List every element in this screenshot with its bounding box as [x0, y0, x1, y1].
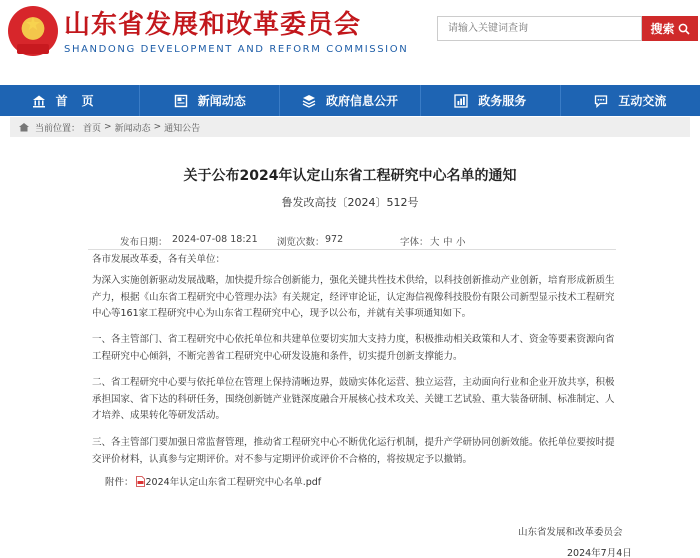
document-number: 鲁发改高技〔2024〕512号: [281, 196, 419, 209]
views-label: 浏览次数：: [277, 237, 325, 248]
nav-item-label: 首页: [55, 94, 108, 108]
home-location-icon: [18, 122, 30, 132]
star-icon: ★: [24, 14, 42, 35]
info-open-icon: [302, 94, 316, 108]
attachment-link[interactable]: 2024年认定山东省工程研究中心名单.pdf: [145, 477, 322, 488]
breadcrumb-separator: >: [153, 122, 162, 132]
font-size-small-button[interactable]: 小: [456, 237, 466, 248]
issuing-authority: 山东省发展和改革委员会: [518, 527, 623, 538]
divider: [88, 249, 616, 250]
service-chart-icon: [454, 94, 468, 108]
nav-item-interaction[interactable]: [561, 85, 700, 116]
salutation: 各市发展改革委，各有关单位：: [92, 254, 226, 265]
body-paragraph: 一、各主管部门、省工程研究中心依托单位和共建单位要切实加大支持力度，积极推动相关政策和人才、资金等要素资源向省工程研究中心倾斜，不断完善省工程研究中心研发设施和条件，切实提升创新支撑能力。: [92, 334, 615, 362]
search-icon: [678, 23, 690, 35]
article-title: 关于公布2024年认定山东省工程研究中心名单的通知: [183, 168, 517, 184]
breadcrumb-link-home[interactable]: 首页: [83, 123, 102, 134]
publish-date-label: 发布日期：: [120, 237, 168, 248]
nav-item-home[interactable]: [0, 85, 140, 116]
breadcrumb-link-notices[interactable]: 通知公告: [164, 123, 201, 134]
search-button-label: 搜索: [650, 22, 675, 36]
search-input[interactable]: [437, 16, 642, 41]
nav-item-label: 政府信息公开: [326, 94, 399, 108]
nav-item-label: 新闻动态: [197, 94, 246, 108]
site-title: 山东省发展和改革委员会: [64, 10, 362, 40]
chat-icon: [594, 94, 608, 108]
nav-item-label: 互动交流: [618, 94, 667, 108]
body-paragraph: 为深入实施创新驱动发展战略，加快提升综合创新能力，强化关键共性技术供给，以科技创新推动产业创新，培育形成新质生产力，根据《山东省工程研究中心管理办法》有关规定，经评审论证，认定海信视像科技股份有限公司新型显示技术工程研究中心等161家工程研究中心为山东省工程研究中心，现予以公布，并就有关事项通知如下。: [92, 275, 615, 319]
body-paragraph: 二、省工程研究中心要与依托单位在管理上保持清晰边界，鼓励实体化运营、独立运营，主动面向行业和企业开放共享，积极承担国家、省下达的科研任务，围绕创新链产业链深度融合开展核心技术攻关、关键工艺试验、重大装备研制、标准制定、人才培养、成果转化等研发活动。: [92, 377, 615, 421]
article-meta: [0, 234, 700, 248]
breadcrumb-separator: >: [104, 122, 112, 132]
attachment: [105, 474, 321, 488]
breadcrumb-prefix: 当前位置：: [35, 123, 81, 134]
nav-item-services[interactable]: [421, 85, 561, 116]
font-size-medium-button[interactable]: 中: [443, 237, 453, 248]
site-subtitle: SHANDONG DEVELOPMENT AND REFORM COMMISSION: [64, 44, 409, 55]
news-icon: [174, 94, 188, 108]
font-size-label: 字体：: [400, 237, 429, 248]
publish-date: 2024-07-08 18:21: [172, 234, 258, 245]
pdf-file-icon: [136, 476, 145, 487]
nav-item-label: 政务服务: [478, 94, 527, 108]
breadcrumb-link-news[interactable]: 新闻动态: [114, 123, 151, 134]
national-emblem-logo: [8, 6, 58, 56]
search-button[interactable]: [642, 16, 698, 41]
attachment-label: 附件：: [105, 477, 134, 488]
views-count: 972: [325, 234, 344, 245]
home-icon: [32, 94, 46, 108]
site-header: [0, 0, 700, 84]
issue-date: 2024年7月4日: [567, 548, 632, 558]
main-nav: [0, 85, 700, 116]
breadcrumb: [10, 117, 690, 137]
nav-item-news[interactable]: [140, 85, 280, 116]
nav-item-info-open[interactable]: [280, 85, 420, 116]
body-paragraph: 三、各主管部门要加强日常监督管理，推动省工程研究中心不断优化运行机制，提升产学研协同创新效能。依托单位要按时提交评价材料，认真参与定期评价。对不参与定期评价或评价不合格的，将按规定予以撤销。: [92, 437, 615, 465]
font-size-large-button[interactable]: 大: [430, 237, 440, 248]
